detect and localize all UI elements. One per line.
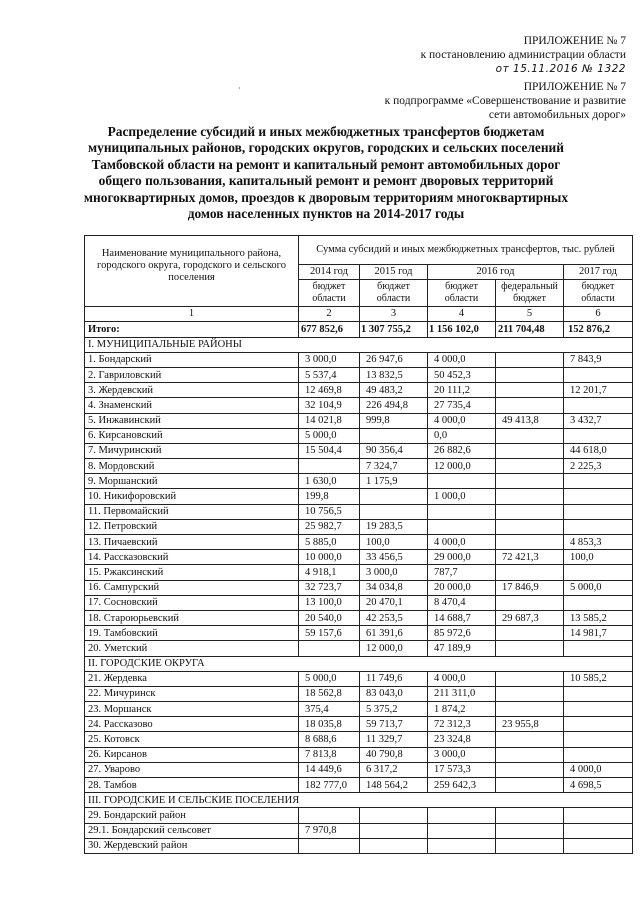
title-line: Тамбовской области на ремонт и капитальный ремонт автомобильных дорог [91, 156, 561, 172]
value-2016-federal [496, 504, 564, 519]
row-name: 3. Жердевский [85, 383, 299, 398]
value-2015 [360, 808, 428, 823]
row-name: 1. Бондарский [85, 352, 299, 367]
value-2016 [428, 808, 496, 823]
value-2016-federal [496, 823, 564, 838]
column-number: 2 [299, 307, 360, 322]
row-name: 14. Рассказовский [85, 550, 299, 565]
value-2015: 100,0 [360, 535, 428, 550]
table-row [85, 610, 633, 625]
value-2014: 18 562,8 [299, 686, 360, 701]
value-2016: 12 000,0 [428, 459, 496, 474]
table-row [85, 352, 633, 367]
table-row [85, 428, 633, 443]
row-name: 9. Моршанский [85, 474, 299, 489]
value-2015: 33 456,5 [360, 550, 428, 565]
section-title: I. МУНИЦИПАЛЬНЫЕ РАЙОНЫ [85, 337, 633, 352]
table-row [85, 641, 633, 656]
value-2017: 10 585,2 [564, 671, 633, 686]
appendix-label-2: ПРИЛОЖЕНИЕ № 7 [523, 81, 626, 93]
title-line: муниципальных районов, городских округов, городских и сельских поселений [88, 140, 564, 156]
table-row [85, 702, 633, 717]
value-2017: 4 000,0 [564, 762, 633, 777]
value-2016: 72 312,3 [428, 717, 496, 732]
value-2015: 11 329,7 [360, 732, 428, 747]
table-row [85, 565, 633, 580]
value-2017: 4 853,3 [564, 535, 633, 550]
value-2016-federal [496, 762, 564, 777]
value-2016: 787,7 [428, 565, 496, 580]
value-2016: 26 882,6 [428, 443, 496, 458]
value-2014: 5 000,0 [299, 671, 360, 686]
value-2017 [564, 732, 633, 747]
table-row [85, 398, 633, 413]
value-2016: 23 324,8 [428, 732, 496, 747]
value-2016: 211 311,0 [428, 686, 496, 701]
value-2016: 20 000,0 [428, 580, 496, 595]
value-2017 [564, 641, 633, 656]
row-name: 29. Бондарский район [85, 808, 299, 823]
value-2017 [564, 686, 633, 701]
value-2017: 5 000,0 [564, 580, 633, 595]
value-2015: 83 043,0 [360, 686, 428, 701]
value-2015: 34 034,8 [360, 580, 428, 595]
value-2015: 59 713,7 [360, 717, 428, 732]
value-2016-federal [496, 535, 564, 550]
total-2016-federal: 211 704,48 [496, 322, 564, 337]
value-2016-federal [496, 489, 564, 504]
section-row [85, 793, 633, 808]
value-2016-federal: 29 687,3 [496, 610, 564, 625]
subsidy-table [84, 235, 633, 854]
value-2016-federal [496, 778, 564, 793]
value-2016: 17 573,3 [428, 762, 496, 777]
value-2017 [564, 565, 633, 580]
table-row [85, 747, 633, 762]
value-2016-federal [496, 474, 564, 489]
value-2016: 1 000,0 [428, 489, 496, 504]
value-2015: 5 375,2 [360, 702, 428, 717]
value-2016: 4 000,0 [428, 413, 496, 428]
value-2016: 3 000,0 [428, 747, 496, 762]
row-name: 29.1. Бондарский сельсовет [85, 823, 299, 838]
value-2015: 6 317,2 [360, 762, 428, 777]
value-2017 [564, 823, 633, 838]
value-2016: 20 111,2 [428, 383, 496, 398]
value-2017: 44 618,0 [564, 443, 633, 458]
value-2015: 12 000,0 [360, 641, 428, 656]
row-name: 6. Кирсановский [85, 428, 299, 443]
table-row [85, 732, 633, 747]
value-2014: 3 000,0 [299, 352, 360, 367]
row-name: 24. Рассказово [85, 717, 299, 732]
value-2015: 7 324,7 [360, 459, 428, 474]
value-2015: 11 749,6 [360, 671, 428, 686]
value-2014: 7 970,8 [299, 823, 360, 838]
resolution-label: к постановлению администрации области [420, 49, 626, 61]
table-row [85, 443, 633, 458]
value-2016: 4 000,0 [428, 352, 496, 367]
table-row [85, 413, 633, 428]
table-row [85, 367, 633, 382]
row-name: 10. Никифоровский [85, 489, 299, 504]
value-2014: 5 000,0 [299, 428, 360, 443]
title-line: многоквартирных домов, проездов к дворовым территориям многоквартирных [83, 189, 569, 205]
value-2015: 40 790,8 [360, 747, 428, 762]
value-2015: 61 391,6 [360, 626, 428, 641]
value-2016 [428, 519, 496, 534]
year-2016-header: 2016 год [428, 265, 564, 280]
value-2017 [564, 702, 633, 717]
table-row [85, 550, 633, 565]
value-2017: 2 225,3 [564, 459, 633, 474]
appendix-header-bottom [385, 80, 626, 122]
value-2015: 148 564,2 [360, 778, 428, 793]
total-2017: 152 876,2 [564, 322, 633, 337]
value-2016-federal: 49 413,8 [496, 413, 564, 428]
table-row [85, 778, 633, 793]
table-row [85, 383, 633, 398]
value-2015: 3 000,0 [360, 565, 428, 580]
value-2014: 5 537,4 [299, 367, 360, 382]
scan-speck: · [238, 84, 241, 93]
value-2016-federal [496, 747, 564, 762]
value-2016-federal [496, 428, 564, 443]
table-row [85, 686, 633, 701]
value-2017 [564, 747, 633, 762]
value-2017 [564, 838, 633, 853]
budget-header: бюджет области [428, 280, 496, 307]
table-row [85, 626, 633, 641]
table-row [85, 595, 633, 610]
title-line: общего пользования, капитальный ремонт и ремонт дворовых территорий [98, 173, 554, 189]
value-2016: 29 000,0 [428, 550, 496, 565]
value-2014 [299, 641, 360, 656]
title-line: домов населенных пунктов на 2014-2017 годы [187, 206, 465, 222]
row-name: 11. Первомайский [85, 504, 299, 519]
value-2014: 15 504,4 [299, 443, 360, 458]
section-title: II. ГОРОДСКИЕ ОКРУГА [85, 656, 633, 671]
row-name: 17. Сосновский [85, 595, 299, 610]
value-2016: 8 470,4 [428, 595, 496, 610]
value-2017: 14 981,7 [564, 626, 633, 641]
document-title [36, 124, 616, 222]
row-name: 18. Староюрьевский [85, 610, 299, 625]
row-name: 23. Моршанск [85, 702, 299, 717]
value-2014 [299, 459, 360, 474]
section-row [85, 337, 633, 352]
value-2014: 5 885,0 [299, 535, 360, 550]
table-row [85, 459, 633, 474]
column-number: 6 [564, 307, 633, 322]
value-2015 [360, 489, 428, 504]
value-2016-federal [496, 398, 564, 413]
value-2016-federal [496, 671, 564, 686]
value-2015 [360, 823, 428, 838]
value-2016-federal [496, 595, 564, 610]
value-2016 [428, 504, 496, 519]
row-name: 21. Жердевка [85, 671, 299, 686]
total-row [85, 322, 633, 337]
table-row [85, 671, 633, 686]
value-2016: 14 688,7 [428, 610, 496, 625]
row-name: 27. Уварово [85, 762, 299, 777]
value-2016-federal [496, 686, 564, 701]
table-row [85, 504, 633, 519]
row-name: 28. Тамбов [85, 778, 299, 793]
value-2014: 7 813,8 [299, 747, 360, 762]
budget-header: бюджет области [564, 280, 633, 307]
value-2016: 27 735,4 [428, 398, 496, 413]
sum-column-header: Сумма субсидий и иных межбюджетных трансфертов, тыс. рублей [299, 236, 633, 265]
value-2016-federal [496, 702, 564, 717]
year-2014-header: 2014 год [299, 265, 360, 280]
value-2014: 8 688,6 [299, 732, 360, 747]
value-2016: 259 642,3 [428, 778, 496, 793]
row-name: 25. Котовск [85, 732, 299, 747]
value-2014: 25 982,7 [299, 519, 360, 534]
value-2015 [360, 428, 428, 443]
row-name: 15. Ржаксинский [85, 565, 299, 580]
value-2014: 4 918,1 [299, 565, 360, 580]
section-title: III. ГОРОДСКИЕ И СЕЛЬСКИЕ ПОСЕЛЕНИЯ [85, 793, 633, 808]
header-row [85, 236, 633, 265]
value-2015: 13 832,5 [360, 367, 428, 382]
value-2017 [564, 474, 633, 489]
value-2014 [299, 838, 360, 853]
column-number: 4 [428, 307, 496, 322]
value-2017 [564, 428, 633, 443]
value-2015: 42 253,5 [360, 610, 428, 625]
value-2014: 14 021,8 [299, 413, 360, 428]
value-2014: 12 469,8 [299, 383, 360, 398]
row-name: 5. Инжавинский [85, 413, 299, 428]
value-2016: 4 000,0 [428, 535, 496, 550]
value-2016-federal [496, 838, 564, 853]
row-name: 4. Знаменский [85, 398, 299, 413]
value-2016: 1 874,2 [428, 702, 496, 717]
table-row [85, 489, 633, 504]
total-2016: 1 156 102,0 [428, 322, 496, 337]
row-name: 2. Гавриловский [85, 367, 299, 382]
appendix-label: ПРИЛОЖЕНИЕ № 7 [523, 35, 626, 47]
value-2015: 26 947,6 [360, 352, 428, 367]
value-2016-federal [496, 808, 564, 823]
value-2017 [564, 367, 633, 382]
value-2016: 47 189,9 [428, 641, 496, 656]
value-2014: 375,4 [299, 702, 360, 717]
title-line: Распределение субсидий и иных межбюджетных трансфертов бюджетам [107, 124, 545, 139]
value-2017: 12 201,7 [564, 383, 633, 398]
year-2015-header: 2015 год [360, 265, 428, 280]
value-2014: 18 035,8 [299, 717, 360, 732]
value-2015: 20 470,1 [360, 595, 428, 610]
value-2015: 999,8 [360, 413, 428, 428]
value-2016 [428, 474, 496, 489]
value-2014: 32 104,9 [299, 398, 360, 413]
value-2016 [428, 823, 496, 838]
column-number: 3 [360, 307, 428, 322]
value-2016-federal [496, 383, 564, 398]
name-column-header: Наименование муниципального района, городского округа, городского и сельского поселения [85, 236, 299, 307]
value-2017 [564, 808, 633, 823]
federal-budget-header: федеральный бюджет [496, 280, 564, 307]
total-label: Итого: [85, 322, 299, 337]
row-name: 16. Сампурский [85, 580, 299, 595]
value-2015: 1 175,9 [360, 474, 428, 489]
budget-header: бюджет области [299, 280, 360, 307]
year-2017-header: 2017 год [564, 265, 633, 280]
value-2017 [564, 504, 633, 519]
value-2017 [564, 717, 633, 732]
row-name: 7. Мичуринский [85, 443, 299, 458]
value-2014: 1 630,0 [299, 474, 360, 489]
value-2016-federal [496, 641, 564, 656]
budget-header: бюджет области [360, 280, 428, 307]
value-2014: 20 540,0 [299, 610, 360, 625]
table-row [85, 808, 633, 823]
value-2017 [564, 489, 633, 504]
value-2016-federal [496, 519, 564, 534]
value-2016 [428, 838, 496, 853]
value-2017: 100,0 [564, 550, 633, 565]
value-2016: 4 000,0 [428, 671, 496, 686]
total-2014: 677 852,6 [299, 322, 360, 337]
row-name: 13. Пичаевский [85, 535, 299, 550]
value-2016-federal [496, 626, 564, 641]
value-2015: 19 283,5 [360, 519, 428, 534]
value-2016-federal [496, 443, 564, 458]
table-row [85, 535, 633, 550]
value-2016: 85 972,6 [428, 626, 496, 641]
table-row [85, 823, 633, 838]
value-2014: 182 777,0 [299, 778, 360, 793]
appendix-header-top [421, 34, 626, 76]
value-2015 [360, 504, 428, 519]
value-2016-federal [496, 565, 564, 580]
value-2014: 10 756,5 [299, 504, 360, 519]
table-row [85, 580, 633, 595]
column-number-row [85, 307, 633, 322]
value-2014: 199,8 [299, 489, 360, 504]
value-2016-federal [496, 367, 564, 382]
value-2016-federal: 23 955,8 [496, 717, 564, 732]
value-2014: 32 723,7 [299, 580, 360, 595]
row-name: 22. Мичуринск [85, 686, 299, 701]
value-2014 [299, 808, 360, 823]
value-2017: 7 843,9 [564, 352, 633, 367]
value-2016-federal [496, 732, 564, 747]
column-number: 1 [85, 307, 299, 322]
value-2014: 10 000,0 [299, 550, 360, 565]
value-2017 [564, 398, 633, 413]
row-name: 30. Жердевский район [85, 838, 299, 853]
total-2015: 1 307 755,2 [360, 322, 428, 337]
value-2017 [564, 519, 633, 534]
row-name: 12. Петровский [85, 519, 299, 534]
value-2015: 90 356,4 [360, 443, 428, 458]
subprogram-line-1: к подпрограмме «Совершенствование и развитие [384, 95, 626, 107]
value-2016: 50 452,3 [428, 367, 496, 382]
value-2016-federal: 72 421,3 [496, 550, 564, 565]
value-2016-federal [496, 459, 564, 474]
section-row [85, 656, 633, 671]
table-row [85, 717, 633, 732]
row-name: 19. Тамбовский [85, 626, 299, 641]
value-2015: 49 483,2 [360, 383, 428, 398]
value-2016-federal [496, 352, 564, 367]
value-2014: 14 449,6 [299, 762, 360, 777]
table-row [85, 762, 633, 777]
value-2016-federal: 17 846,9 [496, 580, 564, 595]
row-name: 20. Уметский [85, 641, 299, 656]
table-row [85, 519, 633, 534]
table-row [85, 474, 633, 489]
value-2017: 4 698,5 [564, 778, 633, 793]
value-2014: 13 100,0 [299, 595, 360, 610]
value-2017: 13 585,2 [564, 610, 633, 625]
subprogram-line-2: сети автомобильных дорог» [488, 109, 626, 121]
row-name: 8. Мордовский [85, 459, 299, 474]
handwritten-date-number: от 15.11.2016 № 1322 [495, 63, 626, 75]
value-2017: 3 432,7 [564, 413, 633, 428]
value-2017 [564, 595, 633, 610]
value-2016: 0,0 [428, 428, 496, 443]
value-2015: 226 494,8 [360, 398, 428, 413]
value-2014: 59 157,6 [299, 626, 360, 641]
table-row [85, 838, 633, 853]
row-name: 26. Кирсанов [85, 747, 299, 762]
value-2015 [360, 838, 428, 853]
column-number: 5 [496, 307, 564, 322]
